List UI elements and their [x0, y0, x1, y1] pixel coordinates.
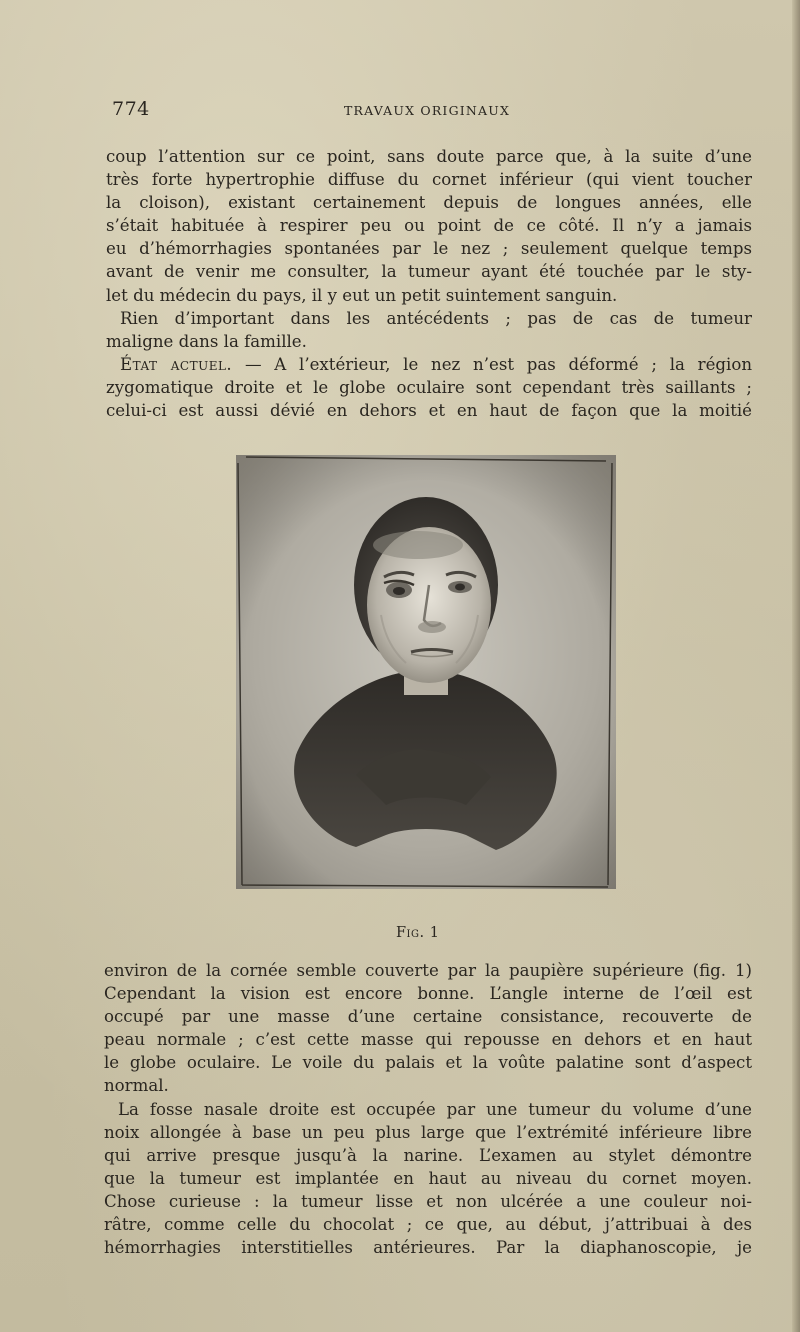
text-line: noix allongée à base un peu plus large que l’extrémité inférieure libre — [104, 1122, 752, 1142]
body-text-top — [106, 145, 752, 422]
text-line: râtre, comme celle du chocolat ; ce que, au début, j’attribuai à des — [104, 1215, 752, 1235]
text-run: — A l’extérieur, le nez n’est pas déformé ; la région — [232, 354, 752, 374]
text-line: Chose curieuse : la tumeur lisse et non ulcérée a une couleur noi- — [104, 1191, 752, 1211]
text-line: celui-ci est aussi dévié en dehors et en haut de façon que la moitié — [106, 401, 752, 421]
text-line: le globe oculaire. Le voile du palais et la voûte palatine sont d’aspect — [104, 1053, 752, 1073]
page-edge-shadow — [792, 0, 800, 1332]
text-line: Cependant la vision est encore bonne. L’angle interne de l’œil est — [104, 984, 752, 1004]
body-text-bottom — [104, 959, 752, 1259]
text-line: avant de venir me consulter, la tumeur ayant été touchée par le sty- — [106, 262, 752, 282]
figure-photograph — [236, 455, 616, 889]
text-line: qui arrive presque jusqu’à la narine. L’examen au stylet démontre — [104, 1145, 752, 1165]
page-number: 774 — [112, 98, 150, 120]
text-line: peau normale ; c’est cette masse qui repousse en dehors et en haut — [104, 1030, 752, 1050]
running-title: TRAVAUX ORIGINAUX — [344, 103, 511, 118]
page-header — [112, 98, 752, 122]
text-line: hémorrhagies interstitielles antérieures. Par la diaphanoscopie, je — [104, 1238, 752, 1258]
text-line: environ de la cornée semble couverte par la paupière supérieure (fig. 1) — [104, 961, 752, 980]
text-line: normal. — [104, 1076, 169, 1096]
text-line: que la tumeur est implantée en haut au niveau du cornet moyen. — [104, 1168, 752, 1188]
text-line: maligne dans la famille. — [106, 331, 307, 351]
text-line: La fosse nasale droite est occupée par une tumeur du volume d’une — [118, 1099, 752, 1119]
text-line: s’était habituée à respirer peu ou point de ce côté. Il n’y a jamais — [106, 216, 752, 236]
figure-caption-text: Fig. 1 — [396, 925, 440, 941]
figure-caption — [396, 925, 439, 941]
text-line: occupé par une masse d’une certaine consistance, recouverte de — [104, 1007, 752, 1027]
portrait-photo — [236, 455, 616, 889]
text-line: très forte hypertrophie diffuse du cornet inférieur (qui vient toucher — [106, 170, 752, 190]
text-line: zygomatique droite et le globe oculaire sont cependant très saillants ; — [106, 377, 752, 397]
section-label: État actuel. — [120, 354, 233, 374]
text-line: coup l’attention sur ce point, sans doute parce que, à la suite d’une — [106, 147, 752, 166]
text-line: eu d’hémorrhagies spontanées par le nez ; seulement quelque temps — [106, 239, 752, 259]
text-line: let du médecin du pays, il y eut un petit suintement sanguin. — [106, 285, 618, 305]
text-line: Rien d’important dans les antécédents ; pas de cas de tumeur — [120, 308, 752, 328]
text-line: la cloison), existant certainement depuis de longues années, elle — [106, 193, 752, 213]
etat-actuel-line — [106, 353, 752, 376]
